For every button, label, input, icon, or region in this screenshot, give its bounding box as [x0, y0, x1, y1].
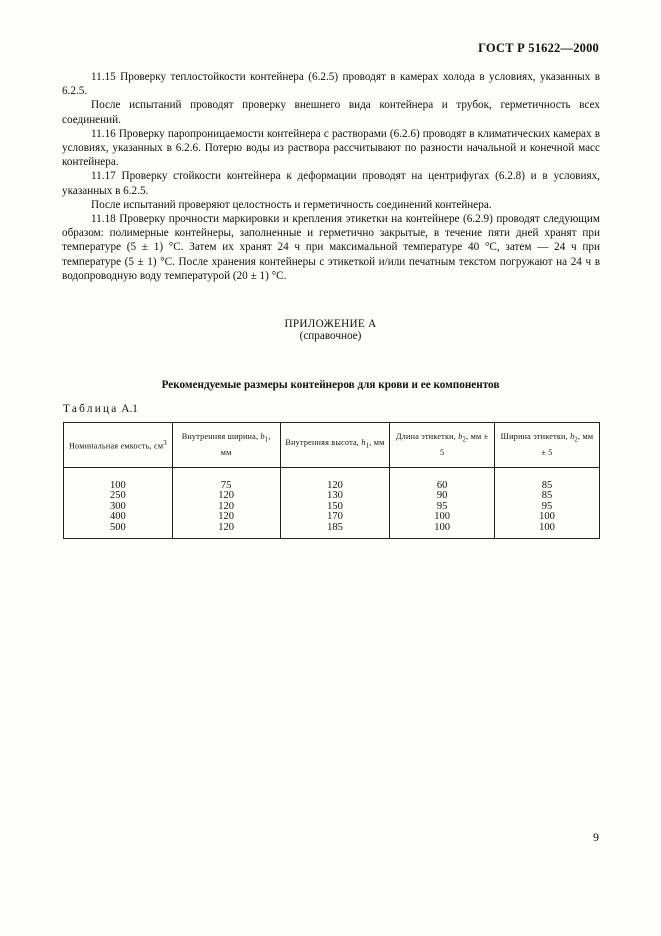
table-cell: 95: [494, 502, 599, 512]
table-cell: 300: [64, 502, 173, 512]
table-row: [64, 523, 600, 539]
table-cell: 85: [494, 491, 599, 501]
table-cell: 120: [172, 491, 280, 501]
column-header-capacity: Номинальная емкость, $см^3$: [64, 423, 173, 468]
document-code: ГОСТ Р 51622—2000: [478, 41, 599, 55]
table-cell: 100: [494, 523, 599, 539]
table-row: [64, 468, 600, 492]
column-header-inner-height: Внутренняя высота, $h_1$, мм: [280, 423, 390, 468]
column-header-inner-width: Внутренняя ширина, $b_1$, мм: [172, 423, 280, 468]
table-cell: 100: [390, 512, 495, 522]
table-heading: Рекомендуемые размеры контейнеров для крови и ее компонентов: [161, 379, 500, 391]
table-cell: 130: [280, 491, 390, 501]
table-cell: 150: [280, 502, 390, 512]
appendix-subtitle: (справочное): [299, 330, 362, 342]
table-cell: 500: [64, 523, 173, 539]
table-cell: 60: [390, 468, 495, 492]
column-header-label-width: Ширина этикетки, $h_2$, мм ± 5: [494, 423, 599, 468]
table-label-word: Таблица: [63, 403, 119, 415]
container-sizes-table: [63, 422, 600, 539]
column-header-label-length: Длина этикетки, $b_2$, мм ± 5: [390, 423, 495, 468]
table-cell: 100: [494, 512, 599, 522]
body-text: [62, 70, 600, 283]
table-cell: 170: [280, 512, 390, 522]
paragraph-11-16: 11.16 Проверку паропроницаемости контейнера с растворами (6.2.6) проводят в климатических камерах в условиях, указанных в 6.2.6. Потерю воды из раствора рассчитывают по разности начальной и конечной масс контейнера.: [62, 127, 600, 169]
table-cell: 120: [172, 502, 280, 512]
table-cell: 100: [64, 468, 173, 492]
table-label: [63, 403, 138, 415]
table-header-row: [64, 423, 600, 468]
table-cell: 75: [172, 468, 280, 492]
table-cell: 185: [280, 523, 390, 539]
paragraph-11-17: 11.17 Проверку стойкости контейнера к деформации проводят на центрифугах (6.2.8) и в условиях, указанных в 6.2.5.: [62, 170, 600, 197]
table-cell: 95: [390, 502, 495, 512]
table-cell: 120: [172, 523, 280, 539]
appendix-title: ПРИЛОЖЕНИЕ А: [284, 318, 377, 330]
paragraph-after-11-17: После испытаний проверяют целостность и герметичность соединений контейнера.: [91, 198, 492, 211]
paragraph-11-15: 11.15 Проверку теплостойкости контейнера (6.2.5) проводят в камерах холода в условиях, указанных в 6.2.5.: [62, 71, 600, 98]
table-cell: 100: [390, 523, 495, 539]
page-number: 9: [593, 830, 599, 844]
table-label-number: А.1: [121, 403, 138, 415]
table-cell: 120: [172, 512, 280, 522]
paragraph-11-18: 11.18 Проверку прочности маркировки и крепления этикетки на контейнере (6.2.9) проводят следующим образом: полимерные контейнеры, заполненные и герметично закрытые, в течение пяти дней хранят при температуре (5 ± 1) °С. Затем их хранят 24 ч при максимальной температуре 40 °С, затем — 24 ч при температуре (5 ± 1) °С. После хранения контейнеры с этикеткой и/или печатным текстом погружают на 24 ч в водопроводную воду температурой (20 ± 1) °С.: [62, 213, 600, 282]
table-cell: 85: [494, 468, 599, 492]
table-cell: 120: [280, 468, 390, 492]
table-cell: 250: [64, 491, 173, 501]
paragraph-after-11-15: После испытаний проводят проверку внешнего вида контейнера и трубок, герметичность всех соединений.: [62, 99, 600, 126]
table-cell: 400: [64, 512, 173, 522]
table-cell: 90: [390, 491, 495, 501]
